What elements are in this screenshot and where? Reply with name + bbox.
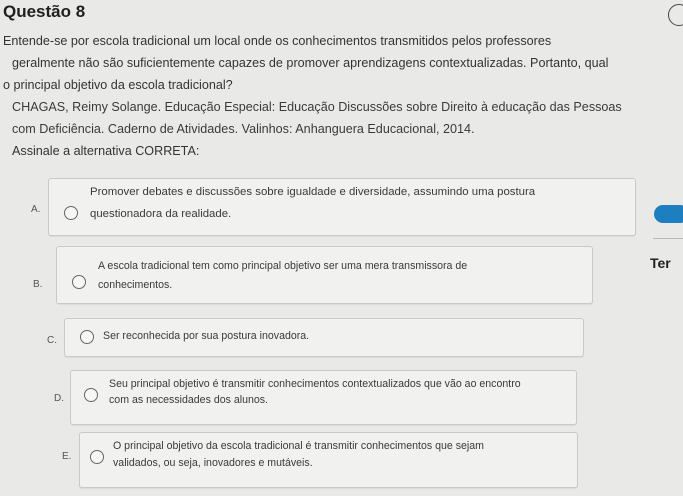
option-a-letter: A. xyxy=(31,204,41,215)
option-d-line-2: com as necessidades dos alunos. xyxy=(109,394,268,406)
option-b-letter: B. xyxy=(33,279,43,290)
option-a[interactable] xyxy=(48,178,636,236)
option-d-letter: D. xyxy=(54,393,64,404)
radio-icon[interactable] xyxy=(80,330,94,344)
option-b-line-1: A escola tradicional tem como principal objetivo ser uma mera transmissora de xyxy=(98,260,468,272)
question-statement xyxy=(3,30,635,162)
question-title: Questão 8 xyxy=(3,2,86,21)
blue-tab-button[interactable] xyxy=(654,205,683,223)
option-d-line-1: Seu principal objetivo é transmitir conhecimentos contextualizados que vão ao encontro xyxy=(109,378,521,390)
side-label: Ter xyxy=(650,255,671,271)
option-c-letter: C. xyxy=(47,335,57,346)
partial-circle-icon xyxy=(668,4,683,26)
reference-line-2: com Deficiência. Caderno de Atividades. Valinhos: Anhanguera Educacional, 2014. xyxy=(12,122,475,136)
option-c[interactable] xyxy=(64,318,584,357)
option-d[interactable] xyxy=(70,370,577,425)
instruction: Assinale a alternativa CORRETA: xyxy=(12,144,200,158)
option-b-line-2: conhecimentos. xyxy=(98,279,173,291)
option-e-line-2: validados, ou seja, inovadores e mutáveis. xyxy=(113,457,313,469)
reference-line-1: CHAGAS, Reimy Solange. Educação Especial: Educação Discussões sobre Direito à educação das Pessoas xyxy=(12,100,622,114)
radio-icon[interactable] xyxy=(72,275,86,289)
option-b[interactable] xyxy=(56,246,593,304)
radio-icon[interactable] xyxy=(90,450,104,464)
option-c-line-1: Ser reconhecida por sua postura inovadora. xyxy=(103,330,310,342)
option-e-letter: E. xyxy=(62,451,72,462)
option-e[interactable] xyxy=(79,432,578,488)
statement-line-3: o principal objetivo da escola tradicional? xyxy=(3,78,233,92)
radio-icon[interactable] xyxy=(64,206,78,220)
radio-icon[interactable] xyxy=(84,388,98,402)
option-e-line-1: O principal objetivo da escola tradicional é transmitir conhecimentos que sejam xyxy=(113,440,484,452)
divider xyxy=(653,238,683,239)
statement-line-1: Entende-se por escola tradicional um local onde os conhecimentos transmitidos pelos professores xyxy=(3,34,552,48)
statement-line-2: geralmente não são suficientemente capazes de promover aprendizagens contextualizadas. Portanto, qual xyxy=(12,56,609,70)
option-a-line-2: questionadora da realidade. xyxy=(90,208,232,220)
option-a-line-1: Promover debates e discussões sobre igualdade e diversidade, assumindo uma postura xyxy=(90,186,536,198)
